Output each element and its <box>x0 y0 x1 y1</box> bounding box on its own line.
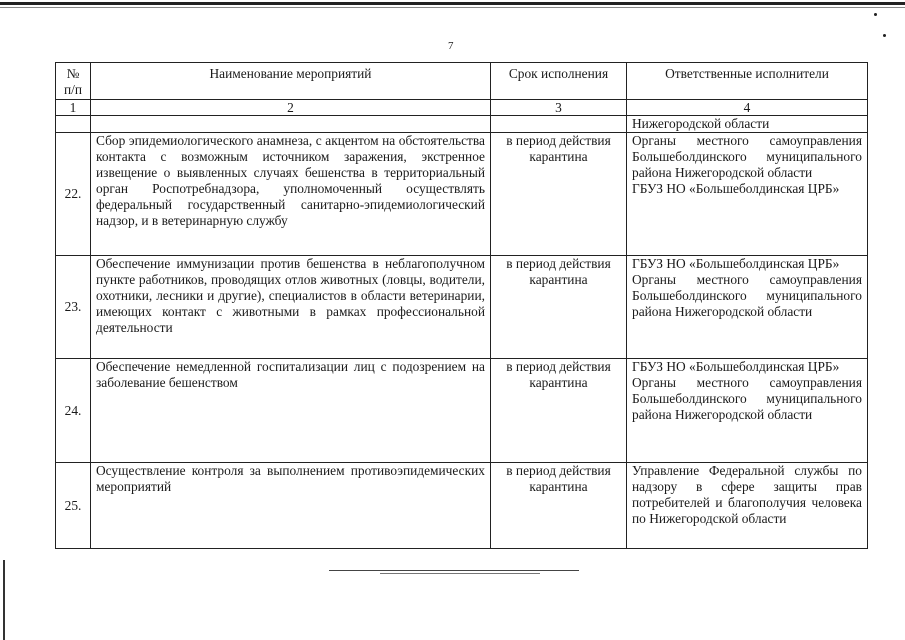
header-term: Срок исполнения <box>491 63 627 100</box>
row-number: 25. <box>56 463 91 549</box>
cell-empty <box>91 116 491 133</box>
row-description: Осуществление контроля за выполнением противоэпидемических мероприятий <box>91 463 491 549</box>
row-number: 22. <box>56 133 91 256</box>
row-description: Сбор эпидемиологического анамнеза, с акцентом на обстоятельства контакта с возможным источником заражения, экстренное извещение о выявленных случаях бешенства в территориальный орган Роспотребнадзора, уполномоченный осуществлять федеральный государственный санитарно-эпидемиологический надзор, и в ветеринарную службу <box>91 133 491 256</box>
row-term: в период действия карантина <box>491 133 627 256</box>
table-row <box>56 463 868 549</box>
footer-rule <box>380 573 540 574</box>
scan-speck <box>874 13 877 16</box>
row-term: в период действия карантина <box>491 359 627 463</box>
continuation-row <box>56 116 868 133</box>
row-term: в период действия карантина <box>491 256 627 359</box>
row-number: 24. <box>56 359 91 463</box>
row-responsible: Органы местного самоуправления Большеболдинского муниципального района Нижегородской области ГБУЗ НО «Большеболдинская ЦРБ» <box>627 133 868 256</box>
continuation-text: Нижегородской области <box>627 116 868 133</box>
column-number: 2 <box>91 100 491 116</box>
cell-empty <box>491 116 627 133</box>
header-number: № п/п <box>56 63 91 100</box>
column-number: 4 <box>627 100 868 116</box>
page-number: 7 <box>448 40 454 52</box>
cell-empty <box>56 116 91 133</box>
table-header-row <box>56 63 868 100</box>
row-term: в период действия карантина <box>491 463 627 549</box>
scan-artifact-top-thin <box>0 7 905 8</box>
header-responsible: Ответственные исполнители <box>627 63 868 100</box>
footer-rule <box>329 570 579 571</box>
row-description: Обеспечение немедленной госпитализации лиц с подозрением на заболевание бешенством <box>91 359 491 463</box>
table-row <box>56 133 868 256</box>
row-responsible: ГБУЗ НО «Большеболдинская ЦРБ» Органы местного самоуправления Большеболдинского муниципального района Нижегородской области <box>627 359 868 463</box>
scan-speck <box>883 34 886 37</box>
header-measures: Наименование мероприятий <box>91 63 491 100</box>
column-number: 3 <box>491 100 627 116</box>
row-responsible: Управление Федеральной службы по надзору в сфере защиты прав потребителей и благополучия человека по Нижегородской области <box>627 463 868 549</box>
measures-table <box>55 62 868 549</box>
table-row <box>56 256 868 359</box>
column-number: 1 <box>56 100 91 116</box>
column-number-row <box>56 100 868 116</box>
scan-artifact-left <box>3 560 5 640</box>
row-description: Обеспечение иммунизации против бешенства в неблагополучном пункте работников, проводящих отлов животных (ловцы, водители, охотники, лесники и другие), специалистов в области ветеринарии, имеющих контакт с животными в рамках профессиональной деятельности <box>91 256 491 359</box>
scan-artifact-top <box>0 2 905 5</box>
row-responsible: ГБУЗ НО «Большеболдинская ЦРБ» Органы местного самоуправления Большеболдинского муниципального района Нижегородской области <box>627 256 868 359</box>
row-number: 23. <box>56 256 91 359</box>
table-row <box>56 359 868 463</box>
